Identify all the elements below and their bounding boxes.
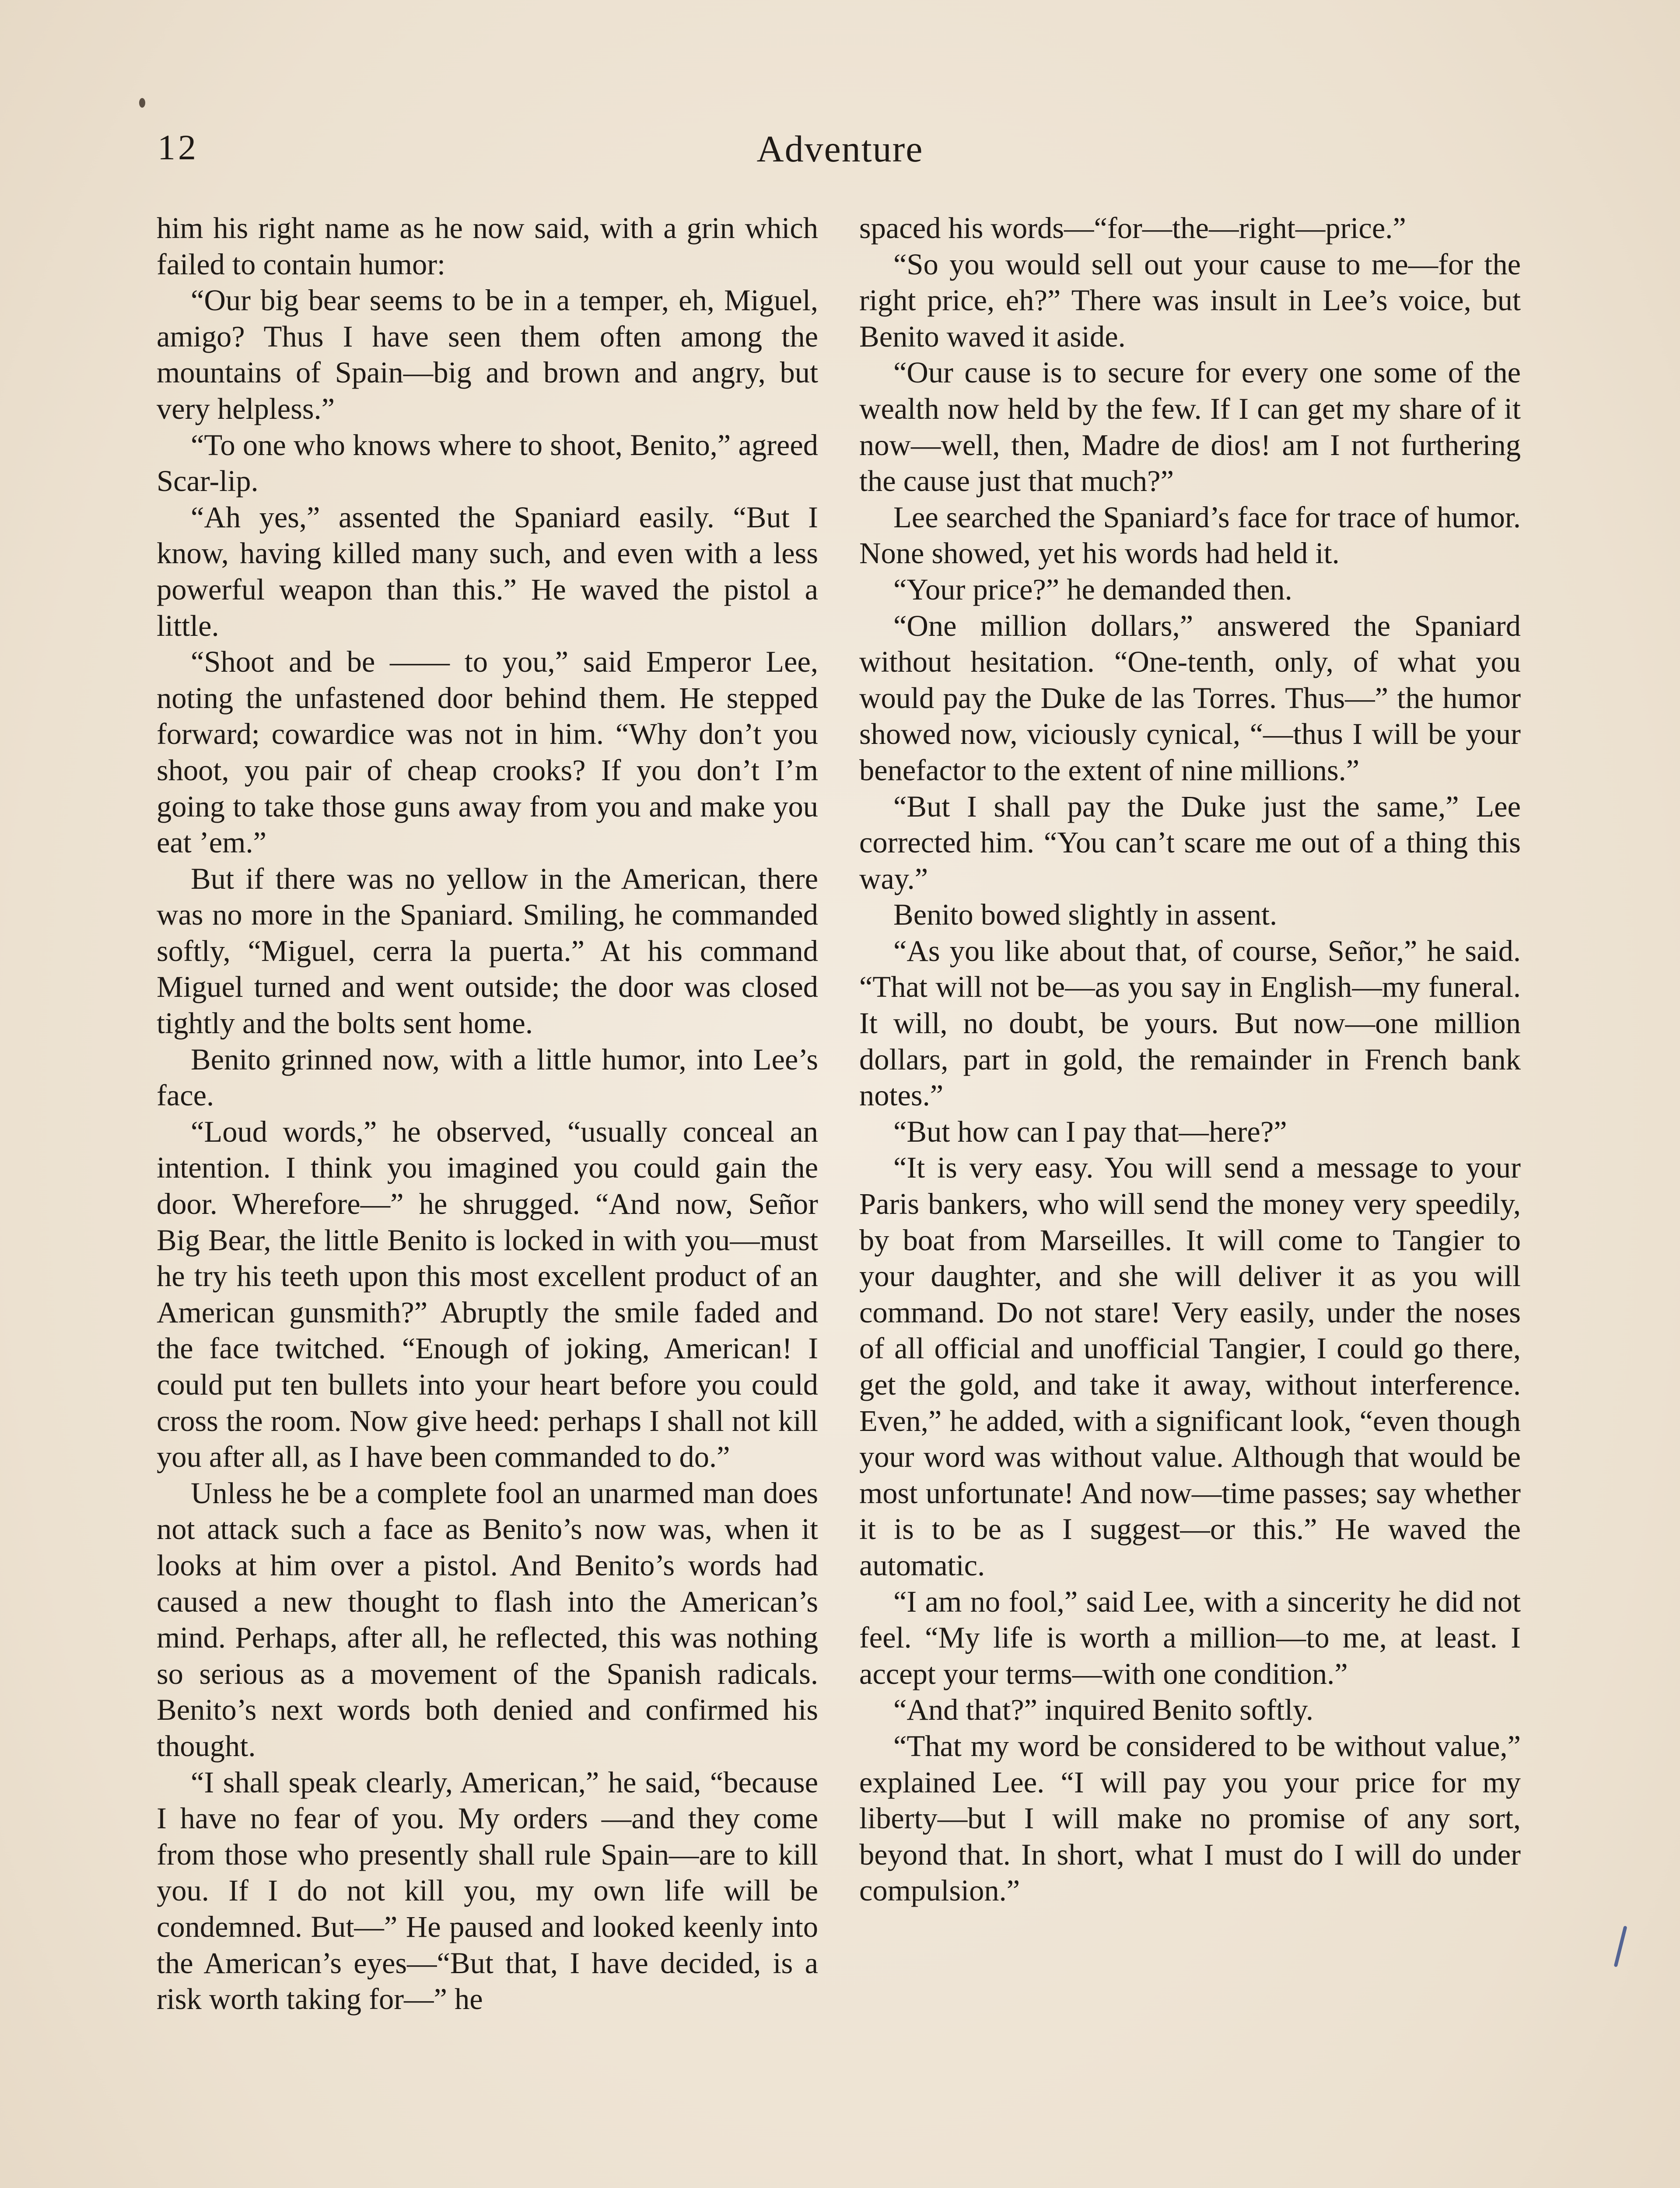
page-header <box>158 127 1522 179</box>
running-title: Adventure <box>756 128 924 170</box>
paragraph: “Your price?” he demanded then. <box>893 572 1292 606</box>
paragraph: Lee searched the Spaniard’s face for trace of humor. None showed, yet his words had held it. <box>859 500 1521 570</box>
pen-mark <box>1614 1925 1628 1967</box>
paragraph: Unless he be a complete fool an unarmed man does not attack such a face as Benito’s now was, when it looks at him over a pistol. And Benito’s words had caused a new thought to flash into the American’s mind. Perhaps, after all, he reflected, this was nothing so serious as a movement of the Spanish radicals. Benito’s next words both denied and confirmed his thought. <box>157 1476 818 1763</box>
paragraph: “And that?” inquired Benito softly. <box>893 1693 1314 1727</box>
paragraph: “Our cause is to secure for every one some of the wealth now held by the few. If I can get my share of it now—well, then, Madre de dios! am I not furthering the cause just that much?” <box>859 356 1521 498</box>
paragraph: “So you would sell out your cause to me—for the right price, eh?” There was insult in Lee’s voice, but Benito waved it aside. <box>859 247 1521 353</box>
paragraph: “I shall speak clearly, American,” he said, “because I have no fear of you. My orders —and they come from those who presently shall rule Spain—are to kill you. If I do not kill you, my own life will be condemned. But—” He paused and looked keenly into the American’s eyes—“But that, I have decided, is a risk worth taking for—” he <box>157 1765 818 2016</box>
paragraph: “Loud words,” he observed, “usually conceal an intention. I think you imagined you could gain the door. Wherefore—” he shrugged. “And now, Señor Big Bear, the little Benito is locked in with you—must he try his teeth upon this most excellent product of an American gunsmith?” Abruptly the smile faded and the face twitched. “Enough of joking, American! I could put ten bullets into your heart before you could cross the room. Now give heed: perhaps I shall not kill you after all, as I have been commanded to do.” <box>157 1115 818 1474</box>
paragraph: him his right name as he now said, with a grin which failed to contain humor: <box>157 211 818 281</box>
left-column <box>157 210 818 2017</box>
paragraph: spaced his words—“for—the—right—price.” <box>859 211 1406 245</box>
paragraph: “But I shall pay the Duke just the same,” Lee corrected him. “You can’t scare me out of a thing this way.” <box>859 789 1521 895</box>
paragraph: “I am no fool,” said Lee, with a sincerity he did not feel. “My life is worth a million—to me, at least. I accept your terms—with one condition.” <box>859 1585 1521 1690</box>
paragraph: “To one who knows where to shoot, Benito,” agreed Scar-lip. <box>157 428 818 498</box>
paragraph: “It is very easy. You will send a message to your Paris bankers, who will send the money very speedily, by boat from Marseilles. It will come to Tangier to your daughter, and she will deliver it as you will command. Do not stare! Very easily, under the noses of all official and unofficial Tangier, I could go there, get the gold, and take it away, without interference. Even,” he added, with a significant look, “even though your word was without value. Although that would be most unfortunate! And now—time passes; say whether it is to be as I suggest—or this.” He waved the automatic. <box>859 1151 1521 1582</box>
ink-spot <box>139 98 145 108</box>
paragraph: “As you like about that, of course, Señor,” he said. “That will not be—as you say in English—my funeral. It will, no doubt, be yours. But now—one million dollars, part in gold, the remainder in French bank notes.” <box>859 934 1521 1112</box>
right-column <box>859 210 1521 1909</box>
paragraph: Benito grinned now, with a little humor, into Lee’s face. <box>157 1042 818 1112</box>
paragraph: But if there was no yellow in the American, there was no more in the Spaniard. Smiling, he commanded softly, “Miguel, cerra la puerta.” At his command Miguel turned and went outside; the door was closed tightly and the bolts sent home. <box>157 862 818 1040</box>
paragraph: “But how can I pay that—here?” <box>893 1115 1287 1148</box>
page-number: 12 <box>158 127 199 167</box>
paragraph: “One million dollars,” answered the Spaniard without hesitation. “One-tenth, only, of what you would pay the Duke de las Torres. Thus—” the humor showed now, viciously cynical, “—thus I will be your benefactor to the extent of nine millions.” <box>859 609 1521 787</box>
paragraph: “Shoot and be —— to you,” said Emperor Lee, noting the unfastened door behind them. He stepped forward; cowardice was not in him. “Why don’t you shoot, you pair of cheap crooks? If you don’t I’m going to take those guns away from you and make you eat ’em.” <box>157 645 818 859</box>
paragraph: Benito bowed slightly in assent. <box>893 898 1278 932</box>
paragraph: “Our big bear seems to be in a temper, eh, Miguel, amigo? Thus I have seen them often among the mountains of Spain—big and brown and angry, but very helpless.” <box>157 284 818 425</box>
paragraph: “Ah yes,” assented the Spaniard easily. “But I know, having killed many such, and even with a less powerful weapon than this.” He waved the pistol a little. <box>157 500 818 642</box>
paragraph: “That my word be considered to be without value,” explained Lee. “I will pay you your price for my liberty—but I will make no promise of any sort, beyond that. In short, what I must do I will do under compulsion.” <box>859 1729 1521 1907</box>
